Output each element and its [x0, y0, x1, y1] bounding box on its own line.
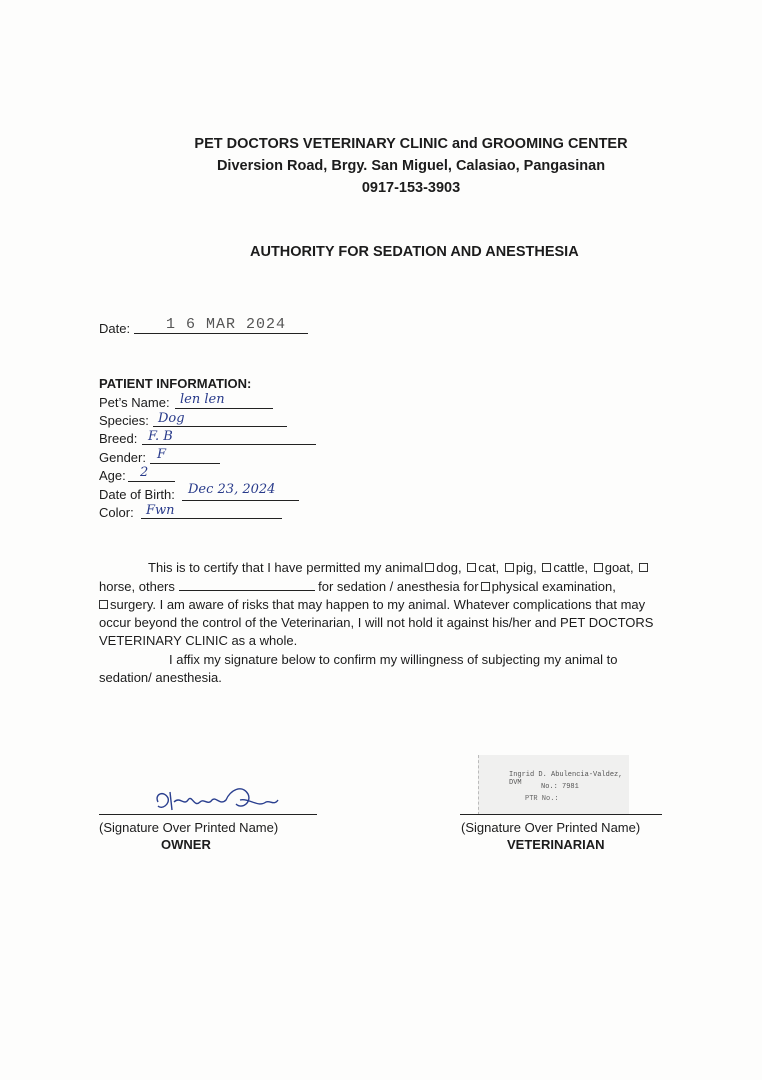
- option-goat: goat,: [604, 560, 634, 575]
- option-cattle: cattle,: [553, 560, 589, 575]
- consent-line-2: [99, 579, 616, 594]
- pet-name-label: Pet’s Name:: [99, 395, 170, 410]
- dob-value: Dec 23, 2024: [188, 482, 276, 497]
- others-blank[interactable]: [179, 590, 315, 591]
- checkbox-cat[interactable]: [467, 563, 476, 572]
- vet-signature-line: [460, 814, 662, 815]
- checkbox-surgery[interactable]: [99, 600, 108, 609]
- dob-label: Date of Birth:: [99, 487, 175, 502]
- pet-name-line: [175, 408, 273, 409]
- option-pig: pig,: [515, 560, 537, 575]
- option-physical-exam: physical examination,: [491, 579, 616, 594]
- date-line: [134, 333, 308, 334]
- species-label: Species:: [99, 413, 149, 428]
- clinic-phone: 0917-153-3903: [361, 180, 461, 196]
- breed-line: [142, 444, 316, 445]
- species-line: [153, 426, 287, 427]
- patient-section-title: PATIENT INFORMATION:: [99, 376, 252, 391]
- option-surgery: surgery. I am aware of risks that may happen to my animal. Whatever complications that may: [110, 597, 646, 612]
- clinic-address: Diversion Road, Brgy. San Miguel, Calasiao, Pangasinan: [216, 158, 606, 174]
- option-horse-others: horse, others: [99, 579, 175, 594]
- gender-value: F: [157, 447, 167, 462]
- breed-value: F. B: [148, 429, 173, 444]
- checkbox-goat[interactable]: [594, 563, 603, 572]
- option-dog: dog,: [436, 560, 462, 575]
- age-label: Age:: [99, 468, 126, 483]
- checkbox-dog[interactable]: [425, 563, 434, 572]
- consent-line-5: VETERINARY CLINIC as a whole.: [99, 633, 298, 648]
- color-line: [141, 518, 282, 519]
- checkbox-pig[interactable]: [505, 563, 514, 572]
- affix-line-2: sedation/ anesthesia.: [99, 670, 222, 685]
- age-value: 2: [140, 465, 149, 480]
- stamp-ptr-no: PTR No.:: [525, 795, 559, 803]
- gender-label: Gender:: [99, 450, 146, 465]
- date-label: Date:: [99, 321, 131, 336]
- color-value: Fwn: [146, 503, 175, 518]
- consent-text-2: for sedation / anesthesia for: [318, 579, 479, 594]
- owner-caption: (Signature Over Printed Name): [99, 820, 279, 835]
- checkbox-horse[interactable]: [639, 563, 648, 572]
- species-value: Dog: [158, 411, 185, 426]
- color-label: Color:: [99, 505, 134, 520]
- option-cat: cat,: [478, 560, 500, 575]
- consent-line-3: [99, 597, 645, 612]
- gender-line: [150, 463, 220, 464]
- stamp-license-no: No.: 7981: [541, 783, 579, 791]
- vet-role: VETERINARIAN: [507, 837, 605, 852]
- stamp-vet-name: Ingrid D. Abulencia-Valdez, DVM: [509, 771, 623, 787]
- clinic-name: PET DOCTORS VETERINARY CLINIC and GROOMING CENTER: [194, 136, 628, 152]
- consent-line-4: occur beyond the control of the Veterinarian, I will not hold it against his/her and PET DOCTORS: [99, 615, 654, 630]
- dob-line: [182, 500, 299, 501]
- consent-text: This is to certify that I have permitted my animal: [148, 560, 424, 575]
- pet-name-value: len len: [180, 392, 225, 407]
- checkbox-physical-exam[interactable]: [481, 582, 490, 591]
- form-title: AUTHORITY FOR SEDATION AND ANESTHESIA: [250, 244, 579, 260]
- affix-line-1: I affix my signature below to confirm my willingness of subjecting my animal to: [169, 652, 618, 667]
- owner-signature-line: [99, 814, 317, 815]
- consent-line-1: [148, 560, 650, 575]
- checkbox-cattle[interactable]: [542, 563, 551, 572]
- age-line: [128, 481, 175, 482]
- vet-caption: (Signature Over Printed Name): [461, 820, 641, 835]
- owner-role: OWNER: [161, 837, 211, 852]
- date-stamp-value: 1 6 MAR 2024: [166, 316, 287, 333]
- breed-label: Breed:: [99, 431, 138, 446]
- vet-stamp: [478, 755, 629, 815]
